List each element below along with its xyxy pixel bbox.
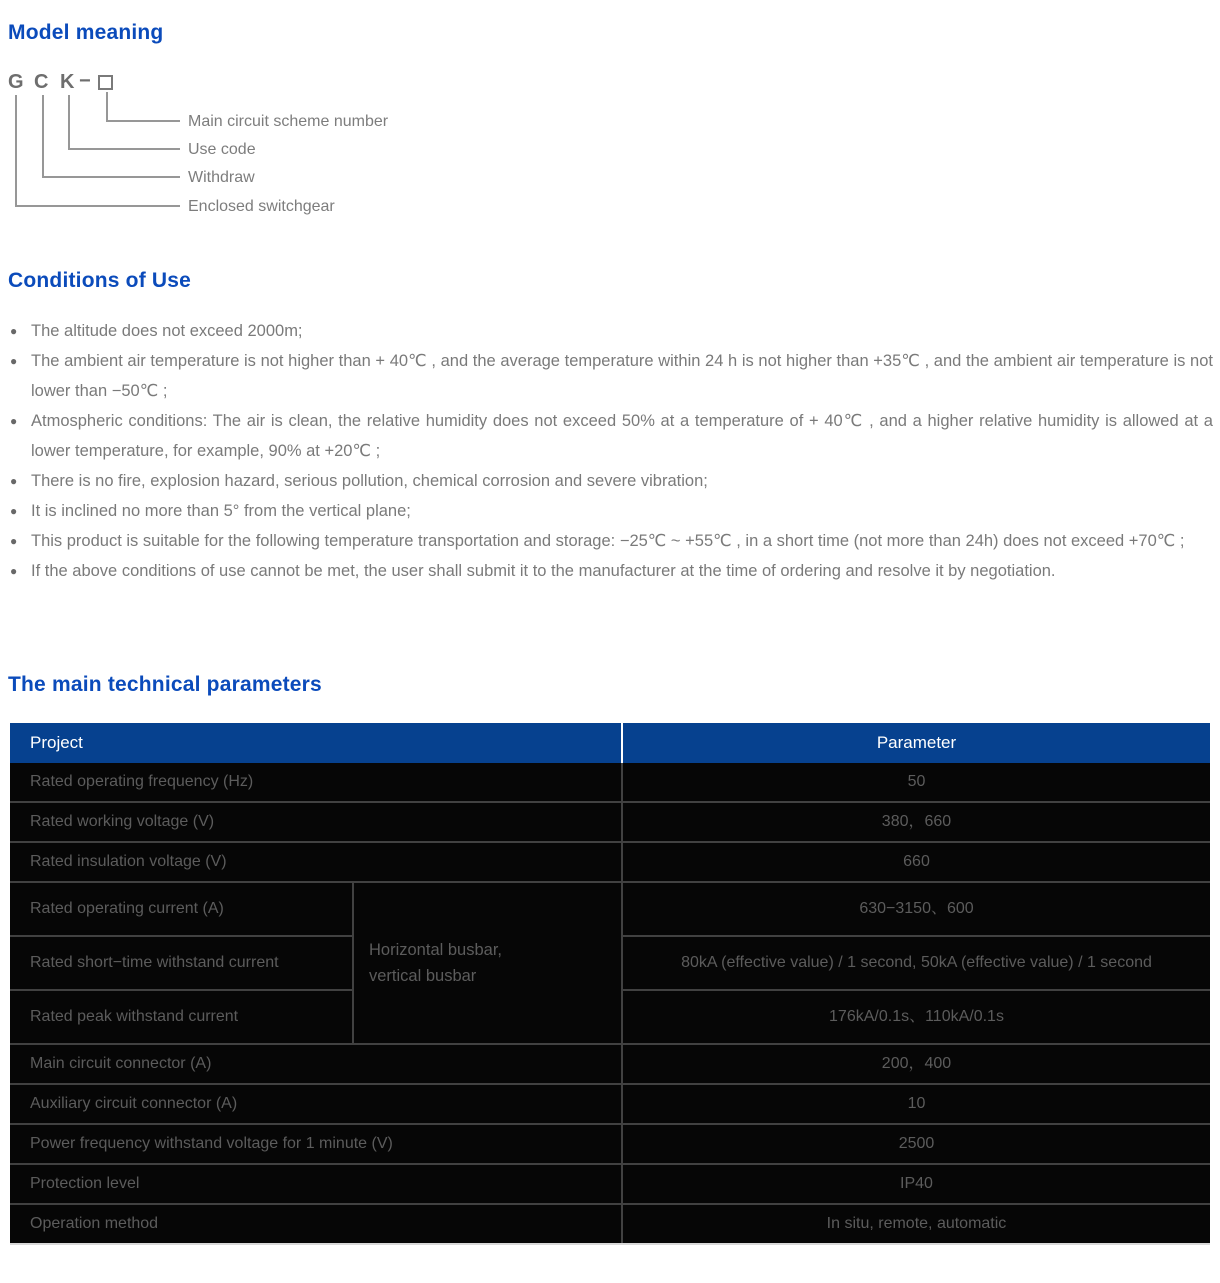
table-row — [10, 1045, 1210, 1083]
condition-item — [10, 406, 1213, 466]
bullet-icon: ● — [10, 534, 18, 548]
param-row-value: 50 — [907, 773, 926, 790]
param-row-value: 176kA/0.1s、110kA/0.1s — [829, 1008, 1004, 1025]
param-row-value: 200，400 — [881, 1055, 952, 1072]
param-row-value: 10 — [907, 1095, 926, 1112]
busbar-line2: vertical busbar — [369, 967, 477, 985]
table-row — [10, 1165, 1210, 1203]
code-letter-k: K — [60, 71, 75, 93]
bullet-icon: ● — [10, 354, 18, 368]
condition-item — [10, 466, 1213, 496]
condition-item — [10, 496, 1213, 526]
param-row-value: 380，660 — [881, 813, 952, 830]
param-row-label: Auxiliary circuit connector (A) — [30, 1095, 238, 1112]
table-header-row — [10, 723, 1210, 763]
table-body — [10, 763, 1210, 1245]
param-row-label: Rated insulation voltage (V) — [30, 853, 227, 870]
param-row-label: Rated peak withstand current — [30, 1008, 239, 1025]
param-row-value: 660 — [903, 853, 930, 870]
param-row-value: In situ, remote, automatic — [826, 1215, 1007, 1232]
param-row-label: Operation method — [30, 1215, 159, 1232]
condition-text: There is no fire, explosion hazard, serious pollution, chemical corrosion and severe vibration; — [31, 472, 708, 490]
bullet-icon: ● — [10, 324, 18, 338]
param-row-label: Rated working voltage (V) — [30, 813, 215, 830]
code-letter-c: C — [34, 71, 49, 93]
param-row-label: Protection level — [30, 1175, 140, 1192]
conditions-list — [10, 316, 1213, 586]
table-row — [10, 803, 1210, 841]
sub-row-divider — [10, 935, 352, 937]
header-project: Project — [10, 723, 621, 763]
condition-text: If the above conditions of use cannot be met, the user shall submit it to the manufacturer at the time of ordering and resolve it by negotiation. — [31, 562, 1056, 580]
param-row-label: Main circuit connector (A) — [30, 1055, 212, 1072]
param-row-label: Rated short−time withstand current — [30, 954, 279, 971]
header-parameter: Parameter — [623, 723, 1210, 763]
bullet-icon: ● — [10, 504, 18, 518]
code-label-withdraw: Withdraw — [188, 169, 255, 186]
bullet-icon: ● — [10, 474, 18, 488]
parameters-title: The main technical parameters — [8, 673, 322, 696]
code-dash: − — [79, 70, 91, 92]
condition-text: Atmospheric conditions: The air is clean, the relative humidity does not exceed 50% at a temperature of + 40℃ , and a higher relative humidity is allowed at a lower temperature, for example, 90% at +20℃ ; — [31, 412, 1213, 460]
table-row — [10, 1085, 1210, 1123]
merged-rows-block — [10, 883, 1210, 1043]
condition-item — [10, 556, 1213, 586]
code-label-enclosed: Enclosed switchgear — [188, 198, 335, 215]
param-row-label: Power frequency withstand voltage for 1 minute (V) — [30, 1135, 393, 1152]
bullet-icon: ● — [10, 414, 18, 428]
busbar-line1: Horizontal busbar, — [369, 941, 502, 959]
condition-text: The altitude does not exceed 2000m; — [31, 322, 303, 340]
scheme-number-box-icon — [98, 75, 113, 90]
table-row — [10, 1205, 1210, 1243]
model-meaning-title: Model meaning — [8, 21, 164, 44]
param-row-label: Rated operating current (A) — [30, 900, 224, 917]
param-row-value: 630−3150、600 — [859, 900, 974, 917]
parameters-table — [10, 723, 1210, 1245]
condition-item — [10, 316, 1213, 346]
param-row-value: 2500 — [898, 1135, 935, 1152]
table-row — [10, 763, 1210, 801]
connector-line-scheme — [106, 92, 180, 122]
sub-row-divider — [10, 989, 352, 991]
busbar-cell — [354, 883, 621, 1043]
code-label-scheme: Main circuit scheme number — [188, 113, 389, 130]
code-letter-g: G — [8, 71, 24, 93]
param-row-value: 80kA (effective value) / 1 second, 50kA (effective value) / 1 second — [681, 954, 1152, 971]
condition-item — [10, 526, 1213, 556]
bullet-icon: ● — [10, 564, 18, 578]
code-label-usecode: Use code — [188, 141, 256, 158]
conditions-title: Conditions of Use — [8, 269, 192, 292]
condition-item — [10, 346, 1213, 406]
condition-text: This product is suitable for the following temperature transportation and storage: −25℃ ~ +55℃ , in a short time (not more than 24h) does not exceed +70℃ ; — [31, 532, 1185, 550]
param-row-value: IP40 — [900, 1175, 933, 1192]
table-row — [10, 1125, 1210, 1163]
param-row-label: Rated operating frequency (Hz) — [30, 773, 254, 790]
condition-text: It is inclined no more than 5° from the vertical plane; — [31, 502, 411, 520]
condition-text: The ambient air temperature is not higher than + 40℃ , and the average temperature within 24 h is not higher than +35℃ , and the ambient air temperature is not lower than −50℃ ; — [31, 352, 1213, 400]
table-row — [10, 843, 1210, 881]
